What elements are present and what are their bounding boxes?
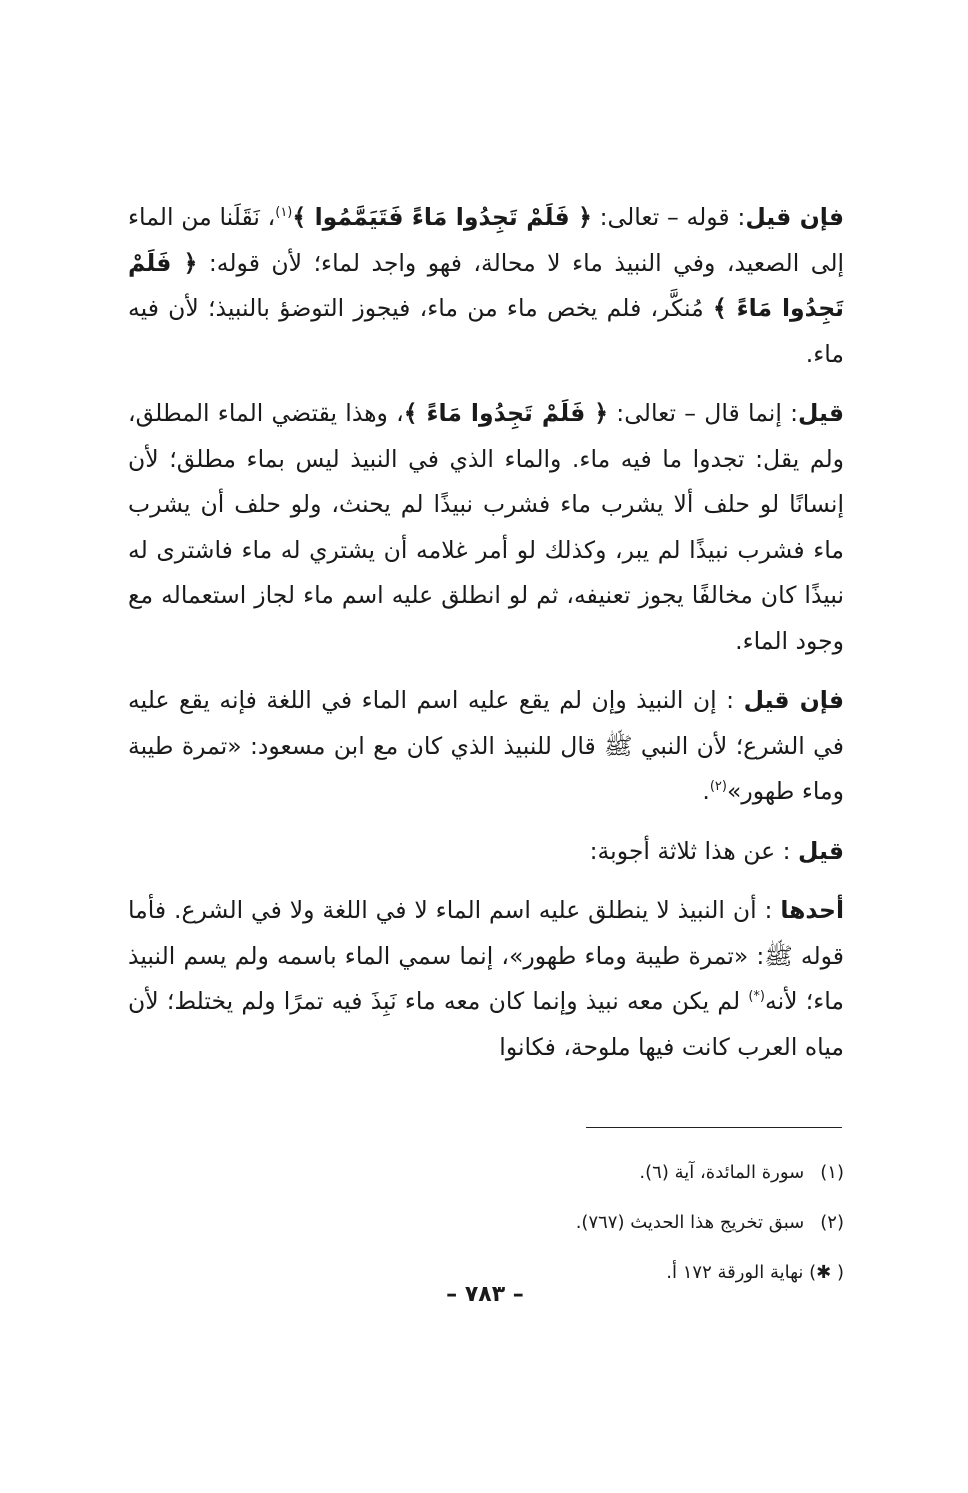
- footnote-separator: [586, 1127, 842, 1128]
- paragraph-lead: فإن قيل: [745, 203, 844, 231]
- page-number: – ٧٨٣ –: [446, 1282, 524, 1307]
- text-run: : أن النبيذ لا ينطلق عليه اسم الماء لا في اللغة ولا في الشرع. فأما قوله ﷺ: «تمرة طيبة وماء طهور»، إنما سمي الماء باسمه ولم يسم النبيذ ماء؛ لأنه: [128, 896, 845, 1015]
- footnotes: [300, 1148, 844, 1298]
- footnote-marker: (٢): [820, 1212, 844, 1233]
- text-run: ، وهذا يقتضي الماء المطلق، ولم يقل: تجدوا ما فيه ماء. والماء الذي في النبيذ ليس بماء مطلق؛ لأن إنسانًا لو حلف ألا يشرب ماء فشرب نبيذًا لم يحنث، ولو حلف أن يشرب ماء فشرب نبيذًا لم يبر، وكذلك لو أمر غلامه أن يشتري له ماء فاشترى له نبيذًا كان مخالفًا يجوز تعنيفه، ثم لو انطلق عليه اسم ماء لجاز استعماله مع وجود الماء.: [128, 399, 844, 655]
- text-run: : إنما قال – تعالى:: [608, 399, 799, 427]
- text-run: مُنكَّر، فلم يخص ماء من ماء، فيجوز التوضؤ بالنبيذ؛ لأن فيه ماء.: [128, 294, 844, 368]
- paragraph: [128, 888, 844, 1070]
- paragraph: [128, 391, 844, 664]
- paragraph-lead: قيل: [798, 836, 844, 865]
- text-run: : عن هذا ثلاثة أجوبة:: [589, 836, 799, 865]
- text-run: لم يكن معه نبيذ وإنما كان معه ماء نَبِذَ فيه تمرًا ولم يختلط؛ لأن مياه العرب كانت فيها ملوحة، فكانوا: [128, 987, 844, 1061]
- text-run: .: [702, 777, 710, 805]
- quran-quote: ﴿ فَلَمْ تَجِدُوا مَاءً ﴾: [403, 399, 609, 427]
- text-run: : إن النبيذ وإن لم يقع عليه اسم الماء في اللغة فإنه يقع عليه في الشرع؛ لأن النبي ﷺ قال للنبيذ الذي كان مع ابن مسعود: «تمرة طيبة وماء طهور»: [128, 686, 844, 805]
- text-run: ، نَقَلَنا من الماء إلى الصعيد، وفي النبيذ ماء لا محالة، فهو واجد لماء؛ لأن قوله:: [128, 203, 845, 277]
- paragraph: [128, 195, 844, 377]
- paragraph: [128, 829, 844, 875]
- paragraph-lead: أحدها: [780, 896, 844, 924]
- footnote-text: نهاية الورقة ١٧٢ أ.: [666, 1262, 804, 1283]
- quran-quote: ﴿ فَلَمْ تَجِدُوا مَاءً فَتَيَمَّمُوا ﴾: [292, 203, 592, 231]
- quran-quote: ﴿ فَلَمْ تَجِدُوا مَاءً ﴾: [128, 248, 844, 322]
- paragraph: [128, 678, 844, 815]
- footnote-text: سبق تخريج هذا الحديث (٧٦٧).: [575, 1212, 805, 1233]
- footnote-item: [300, 1148, 844, 1198]
- text-run: : قوله – تعالى:: [591, 203, 746, 231]
- footnote-ref: (١): [275, 205, 293, 221]
- main-text: [128, 195, 844, 1084]
- paragraph-lead: فإن قيل: [743, 686, 845, 714]
- footnote-ref: (٢): [709, 779, 727, 795]
- paragraph-lead: قيل: [798, 399, 844, 427]
- footnote-marker: (١): [820, 1162, 844, 1183]
- footnote-item: [300, 1248, 844, 1298]
- footnote-item: [300, 1198, 844, 1248]
- footnote-ref: (*): [748, 989, 765, 1005]
- footnote-text: سورة المائدة، آية (٦).: [639, 1162, 805, 1183]
- footnote-marker: ( ✱): [809, 1262, 844, 1283]
